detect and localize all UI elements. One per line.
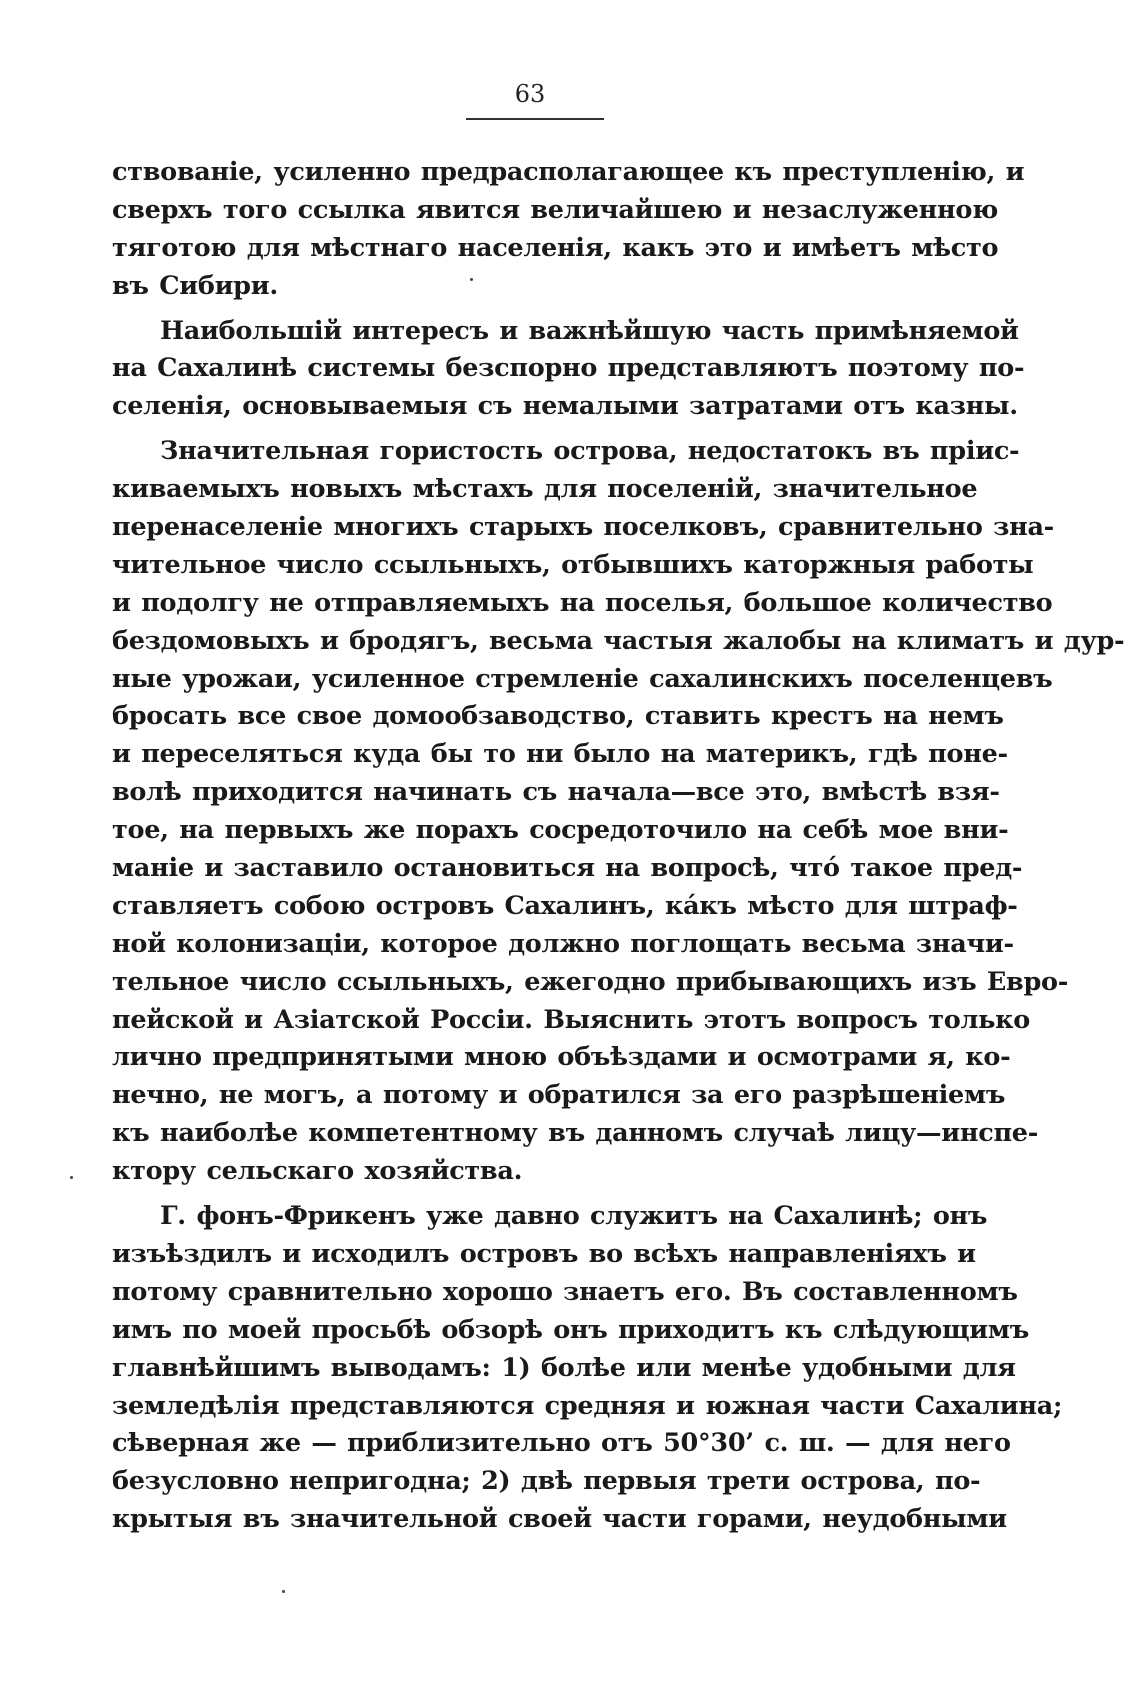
text-line: въ Сибири. xyxy=(112,270,278,301)
text-line: изъѣздилъ и исходилъ островъ во всѣхъ направленіяхъ и xyxy=(112,1238,976,1269)
text-line: ные урожаи, усиленное стремленіе сахалинскихъ поселенцевъ xyxy=(112,663,1053,694)
text-line: земледѣлія представляются средняя и южная части Сахалина; xyxy=(112,1390,1063,1421)
paragraph-3 xyxy=(112,433,1125,1191)
text-line: селенія, основываемыя съ немалыми затратами отъ казны. xyxy=(112,391,1018,422)
paragraph-1 xyxy=(112,154,1025,306)
text-line: тяготою для мѣстнаго населенія, какъ это и имѣетъ мѣсто xyxy=(112,232,999,263)
text-line: и подолгу не отправляемыхъ на поселья, большое количество xyxy=(112,587,1053,618)
text-line: сверхъ того ссылка явится величайшею и незаслуженною xyxy=(112,194,998,225)
text-line: тельное число ссыльныхъ, ежегодно прибывающихъ изъ Евро- xyxy=(112,966,1068,997)
text-line: тое, на первыхъ же порахъ сосредоточило на себѣ мое вни- xyxy=(112,815,1009,846)
text-line: киваемыхъ новыхъ мѣстахъ для поселеній, значительное xyxy=(112,474,978,505)
text-line: ной колонизаціи, которое должно поглощать весьма значи- xyxy=(112,928,1014,959)
text-line: имъ по моей просьбѣ обзорѣ онъ приходитъ къ слѣдующимъ xyxy=(112,1314,1029,1345)
text-line: нечно, не могъ, а потому и обратился за его разрѣшеніемъ xyxy=(112,1080,1006,1111)
text-line: Г. фонъ-Фрикенъ уже давно служитъ на Сахалинѣ; онъ xyxy=(160,1201,988,1232)
text-line: безусловно непригодна; 2) двѣ первыя трети острова, по- xyxy=(112,1466,981,1497)
text-line: на Сахалинѣ системы безспорно представляютъ поэтому по- xyxy=(112,353,1025,384)
text-line: Значительная гористость острова, недостатокъ въ пріис- xyxy=(160,436,1020,467)
header-rule xyxy=(466,118,604,120)
text-line: лично предпринятыми мною объѣздами и осмотрами я, ко- xyxy=(112,1042,1011,1073)
paragraph-4 xyxy=(112,1198,1063,1539)
text-line: потому сравнительно хорошо знаетъ его. Въ составленномъ xyxy=(112,1276,1018,1307)
text-line: Наибольшій интересъ и важнѣйшую часть примѣняемой xyxy=(160,315,1019,346)
text-line: ствованіе, усиленно предрасполагающее къ преступленію, и xyxy=(112,157,1025,187)
text-line: бездомовыхъ и бродягъ, весьма частыя жалобы на климатъ и дур- xyxy=(112,625,1125,656)
text-line: волѣ приходится начинать съ начала—все это, вмѣстѣ взя- xyxy=(112,777,1000,808)
text-line: ставляетъ собою островъ Сахалинъ, кáкъ мѣсто для штраф- xyxy=(112,890,1018,921)
text-line: пейской и Азіатской Россіи. Выяснить этотъ вопросъ только xyxy=(112,1004,1030,1035)
text-line: чительное число ссыльныхъ, отбывшихъ каторжныя работы xyxy=(112,549,1034,580)
text-line: крытыя въ значительной своей части горами, неудобными xyxy=(112,1504,1007,1535)
text-line: къ наиболѣе компетентному въ данномъ случаѣ лицу—инспе- xyxy=(112,1118,1039,1149)
text-line: главнѣйшимъ выводамъ: 1) болѣе или менѣе удобными для xyxy=(112,1352,1016,1383)
scan-speck xyxy=(70,1176,73,1179)
text-line: перенаселеніе многихъ старыхъ поселковъ, сравнительно зна- xyxy=(112,512,1054,543)
text-line: маніе и заставило остановиться на вопросѣ, чтó такое пред- xyxy=(112,853,1023,884)
scan-speck xyxy=(282,1590,285,1593)
text-line: сѣверная же — приблизительно отъ 50°30’ с. ш. — для него xyxy=(112,1428,1011,1459)
body-text xyxy=(112,154,1125,1539)
text-line: бросать все свое домообзаводство, ставить крестъ на немъ xyxy=(112,701,1004,732)
text-line: и переселяться куда бы то ни было на материкъ, гдѣ поне- xyxy=(112,739,1008,770)
text-line: ктору сельскаго хозяйства. xyxy=(112,1156,523,1187)
page-number: 63 xyxy=(514,80,546,108)
paragraph-2 xyxy=(112,313,1025,427)
scan-speck xyxy=(470,278,473,281)
